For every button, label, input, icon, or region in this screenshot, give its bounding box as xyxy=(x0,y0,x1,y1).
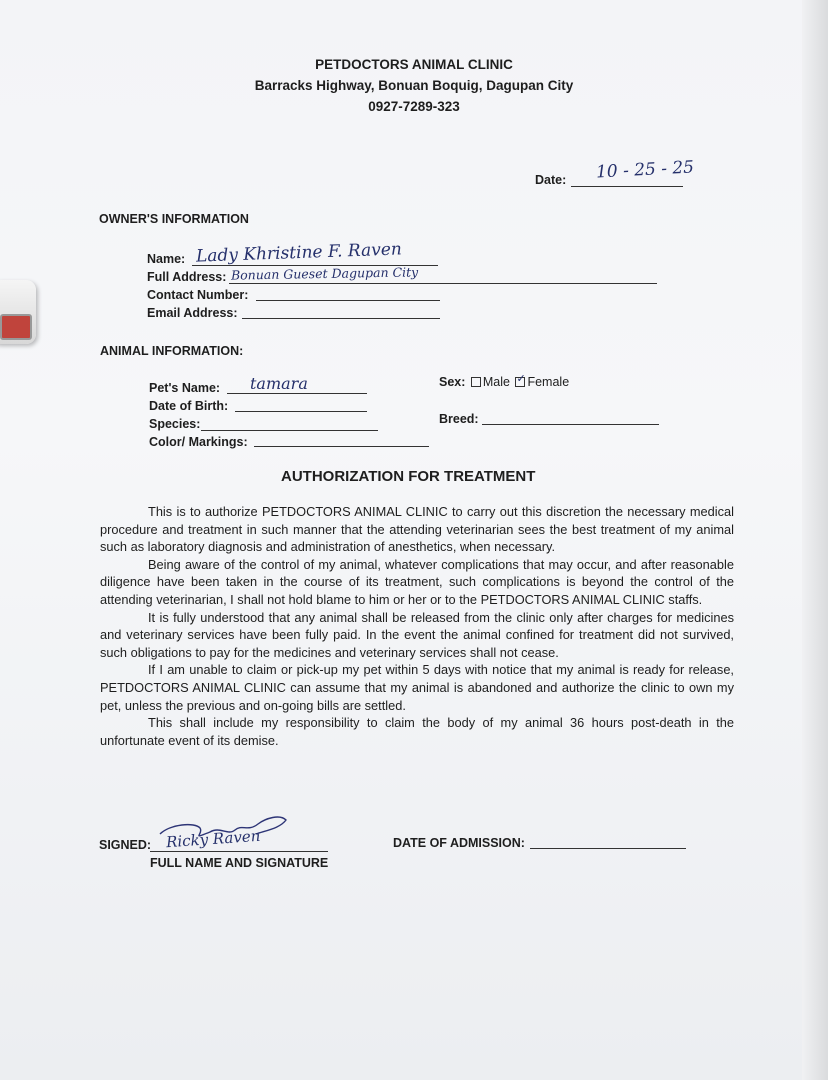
authorization-paragraph: Being aware of the control of my animal, whatever complications that may occur, and after reasonable diligence have been taken in the course of its treatment, such complications is beyond the control of the attending veterinarian, I shall not hold blame to him or her or to the PETDOCTORS ANIMAL CLINIC staffs. xyxy=(100,556,734,607)
species-line xyxy=(201,430,378,431)
female-option: Female xyxy=(527,375,570,389)
male-option: Male xyxy=(482,375,510,389)
female-checkbox[interactable] xyxy=(515,377,525,387)
animal-section-title: ANIMAL INFORMATION: xyxy=(100,344,244,358)
species-label: Species: xyxy=(149,417,201,431)
owner-address-value: Bonuan Gueset Dagupan City xyxy=(230,264,419,283)
date-line xyxy=(571,186,683,187)
owner-email-line xyxy=(242,318,440,319)
signed-label: SIGNED: xyxy=(99,838,152,852)
date-label: Date: xyxy=(535,173,567,187)
breed-line xyxy=(482,424,659,425)
authorization-paragraph: It is fully understood that any animal shall be released from the clinic only after charges for medicines and veterinary services have been fully paid. In the event the animal confined for treatment did not survived, such obligations to pay for the medicines and veterinary services shall not cease. xyxy=(100,609,734,660)
color-line xyxy=(254,446,429,447)
breed-label: Breed: xyxy=(439,412,479,426)
owner-name-label: Name: xyxy=(147,252,186,266)
clinic-name: PETDOCTORS ANIMAL CLINIC xyxy=(315,57,513,72)
authorization-paragraph: This shall include my responsibility to claim the body of my animal 36 hours post-death in the unfortunate event of its demise. xyxy=(100,715,734,748)
pet-name-value: tamara xyxy=(250,374,308,393)
authorization-title: AUTHORIZATION FOR TREATMENT xyxy=(281,468,536,485)
owner-contact-label: Contact Number: xyxy=(147,288,249,302)
signed-name: Ricky Raven xyxy=(165,826,261,852)
authorization-paragraph: If I am unable to claim or pick-up my pet within 5 days with notice that my animal is ready for release, PETDOCTORS ANIMAL CLINIC can assume that my animal is abandoned and authorize the clinic to own my pet, unless the previous and on-going bills are settled. xyxy=(100,662,734,713)
pet-name-label: Pet's Name: xyxy=(149,381,221,395)
admission-line xyxy=(530,848,686,849)
paper-edge xyxy=(802,0,828,1080)
authorization-body xyxy=(100,503,734,749)
owner-name-value: Lady Khristine F. Raven xyxy=(195,239,403,267)
authorization-paragraph: This is to authorize PETDOCTORS ANIMAL CLINIC to carry out this discretion the necessary medical procedure and treatment in such manner that the attending veterinarian sees the best treatment of my animal such as laboratory diagnosis and administration of anesthetics, when necessary. xyxy=(100,504,734,555)
pet-name-line xyxy=(227,393,367,394)
signature-caption: FULL NAME AND SIGNATURE xyxy=(150,856,329,870)
dob-line xyxy=(235,411,367,412)
dob-label: Date of Birth: xyxy=(149,399,229,413)
clinic-phone: 0927-7289-323 xyxy=(368,99,460,114)
date-value: 10 - 25 - 25 xyxy=(595,157,695,183)
clinic-address: Barracks Highway, Bonuan Boquig, Dagupan City xyxy=(254,78,574,93)
owner-contact-line xyxy=(256,300,440,301)
admission-label: DATE OF ADMISSION: xyxy=(393,836,525,850)
sex-field xyxy=(439,375,569,389)
sex-label: Sex: xyxy=(439,375,466,389)
owner-section-title: OWNER'S INFORMATION xyxy=(99,212,249,226)
color-label: Color/ Markings: xyxy=(149,435,248,449)
owner-address-line xyxy=(229,283,657,284)
male-checkbox[interactable] xyxy=(471,377,481,387)
owner-address-label: Full Address: xyxy=(147,270,227,284)
usb-cable-tip xyxy=(0,314,32,340)
owner-email-label: Email Address: xyxy=(147,306,238,320)
